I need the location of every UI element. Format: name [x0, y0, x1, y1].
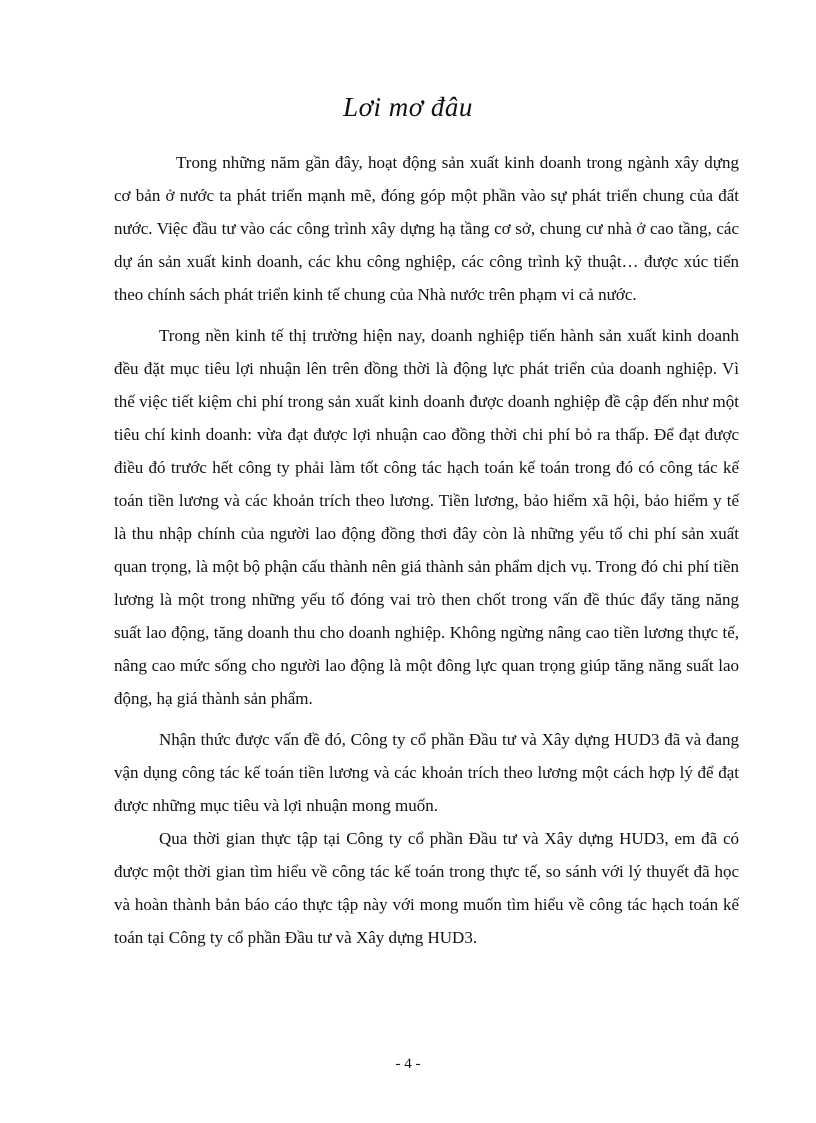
body-text: [114, 146, 739, 954]
paragraph-intro: Trong những năm gần đây, hoạt động sản xuất kinh doanh trong ngành xây dựng cơ bản ở nước ta phát triển mạnh mẽ, đóng góp một phần vào sự phát triển chung của đất nước. Việc đầu tư vào các công trình xây dựng hạ tầng cơ sở, chung cư nhà ở cao tầng, các dự án sản xuất kinh doanh, các khu công nghiệp, các công trình kỹ thuật… được xúc tiến theo chính sách phát triển kinh tế chung của Nhà nước trên phạm vi cả nước.: [114, 153, 739, 304]
paragraph-market-economy: Trong nền kinh tế thị trường hiện nay, doanh nghiệp tiến hành sản xuất kinh doanh đều đặt mục tiêu lợi nhuận lên trên đồng thời là động lực phát triển của doanh nghiệp. Vì thế việc tiết kiệm chi phí trong sản xuất kinh doanh được doanh nghiệp đề cập đến như một tiêu chí kinh doanh: vừa đạt được lợi nhuận cao đồng thời chi phí bỏ ra thấp. Để đạt được điều đó trước hết công ty phải làm tốt công tác hạch toán kế toán trong đó có công tác kế toán tiền lương và các khoản trích theo lương. Tiền lương, bảo hiểm xã hội, bảo hiểm y tế là thu nhập chính của người lao động đồng thơi đây còn là những yếu tố chi phí sản xuất quan trọng, là một bộ phận cấu thành nên giá thành sản phẩm dịch vụ. Trong đó chi phí tiền lương là một trong những yếu tố đóng vai trò then chốt trong vấn đề thúc đẩy tăng năng suất lao động, tăng doanh thu cho doanh nghiệp. Không ngừng nâng cao tiền lương thực tế, nâng cao mức sống cho người lao động là một đông lực quan trọng giúp tăng năng suất lao động, hạ giá thành sản phẩm.: [114, 326, 739, 708]
page-title: Lơi mơ đâu: [343, 92, 473, 122]
paragraph-company-awareness: Nhận thức được vấn đề đó, Công ty cổ phần Đầu tư và Xây dựng HUD3 đã và đang vận dụng công tác kế toán tiền lương và các khoản trích theo lương một cách hợp lý để đạt được những mục tiêu và lợi nhuận mong muốn.: [114, 730, 739, 815]
paragraph-internship: Qua thời gian thực tập tại Công ty cổ phần Đầu tư và Xây dựng HUD3, em đã có được một thời gian tìm hiểu về công tác kế toán trong thực tế, so sánh với lý thuyết đã học và hoàn thành bản báo cáo thực tập này với mong muốn tìm hiểu về công tác hạch toán kế toán tại Công ty cổ phần Đầu tư và Xây dựng HUD3.: [114, 829, 739, 947]
page-number: - 4 -: [395, 1056, 421, 1072]
